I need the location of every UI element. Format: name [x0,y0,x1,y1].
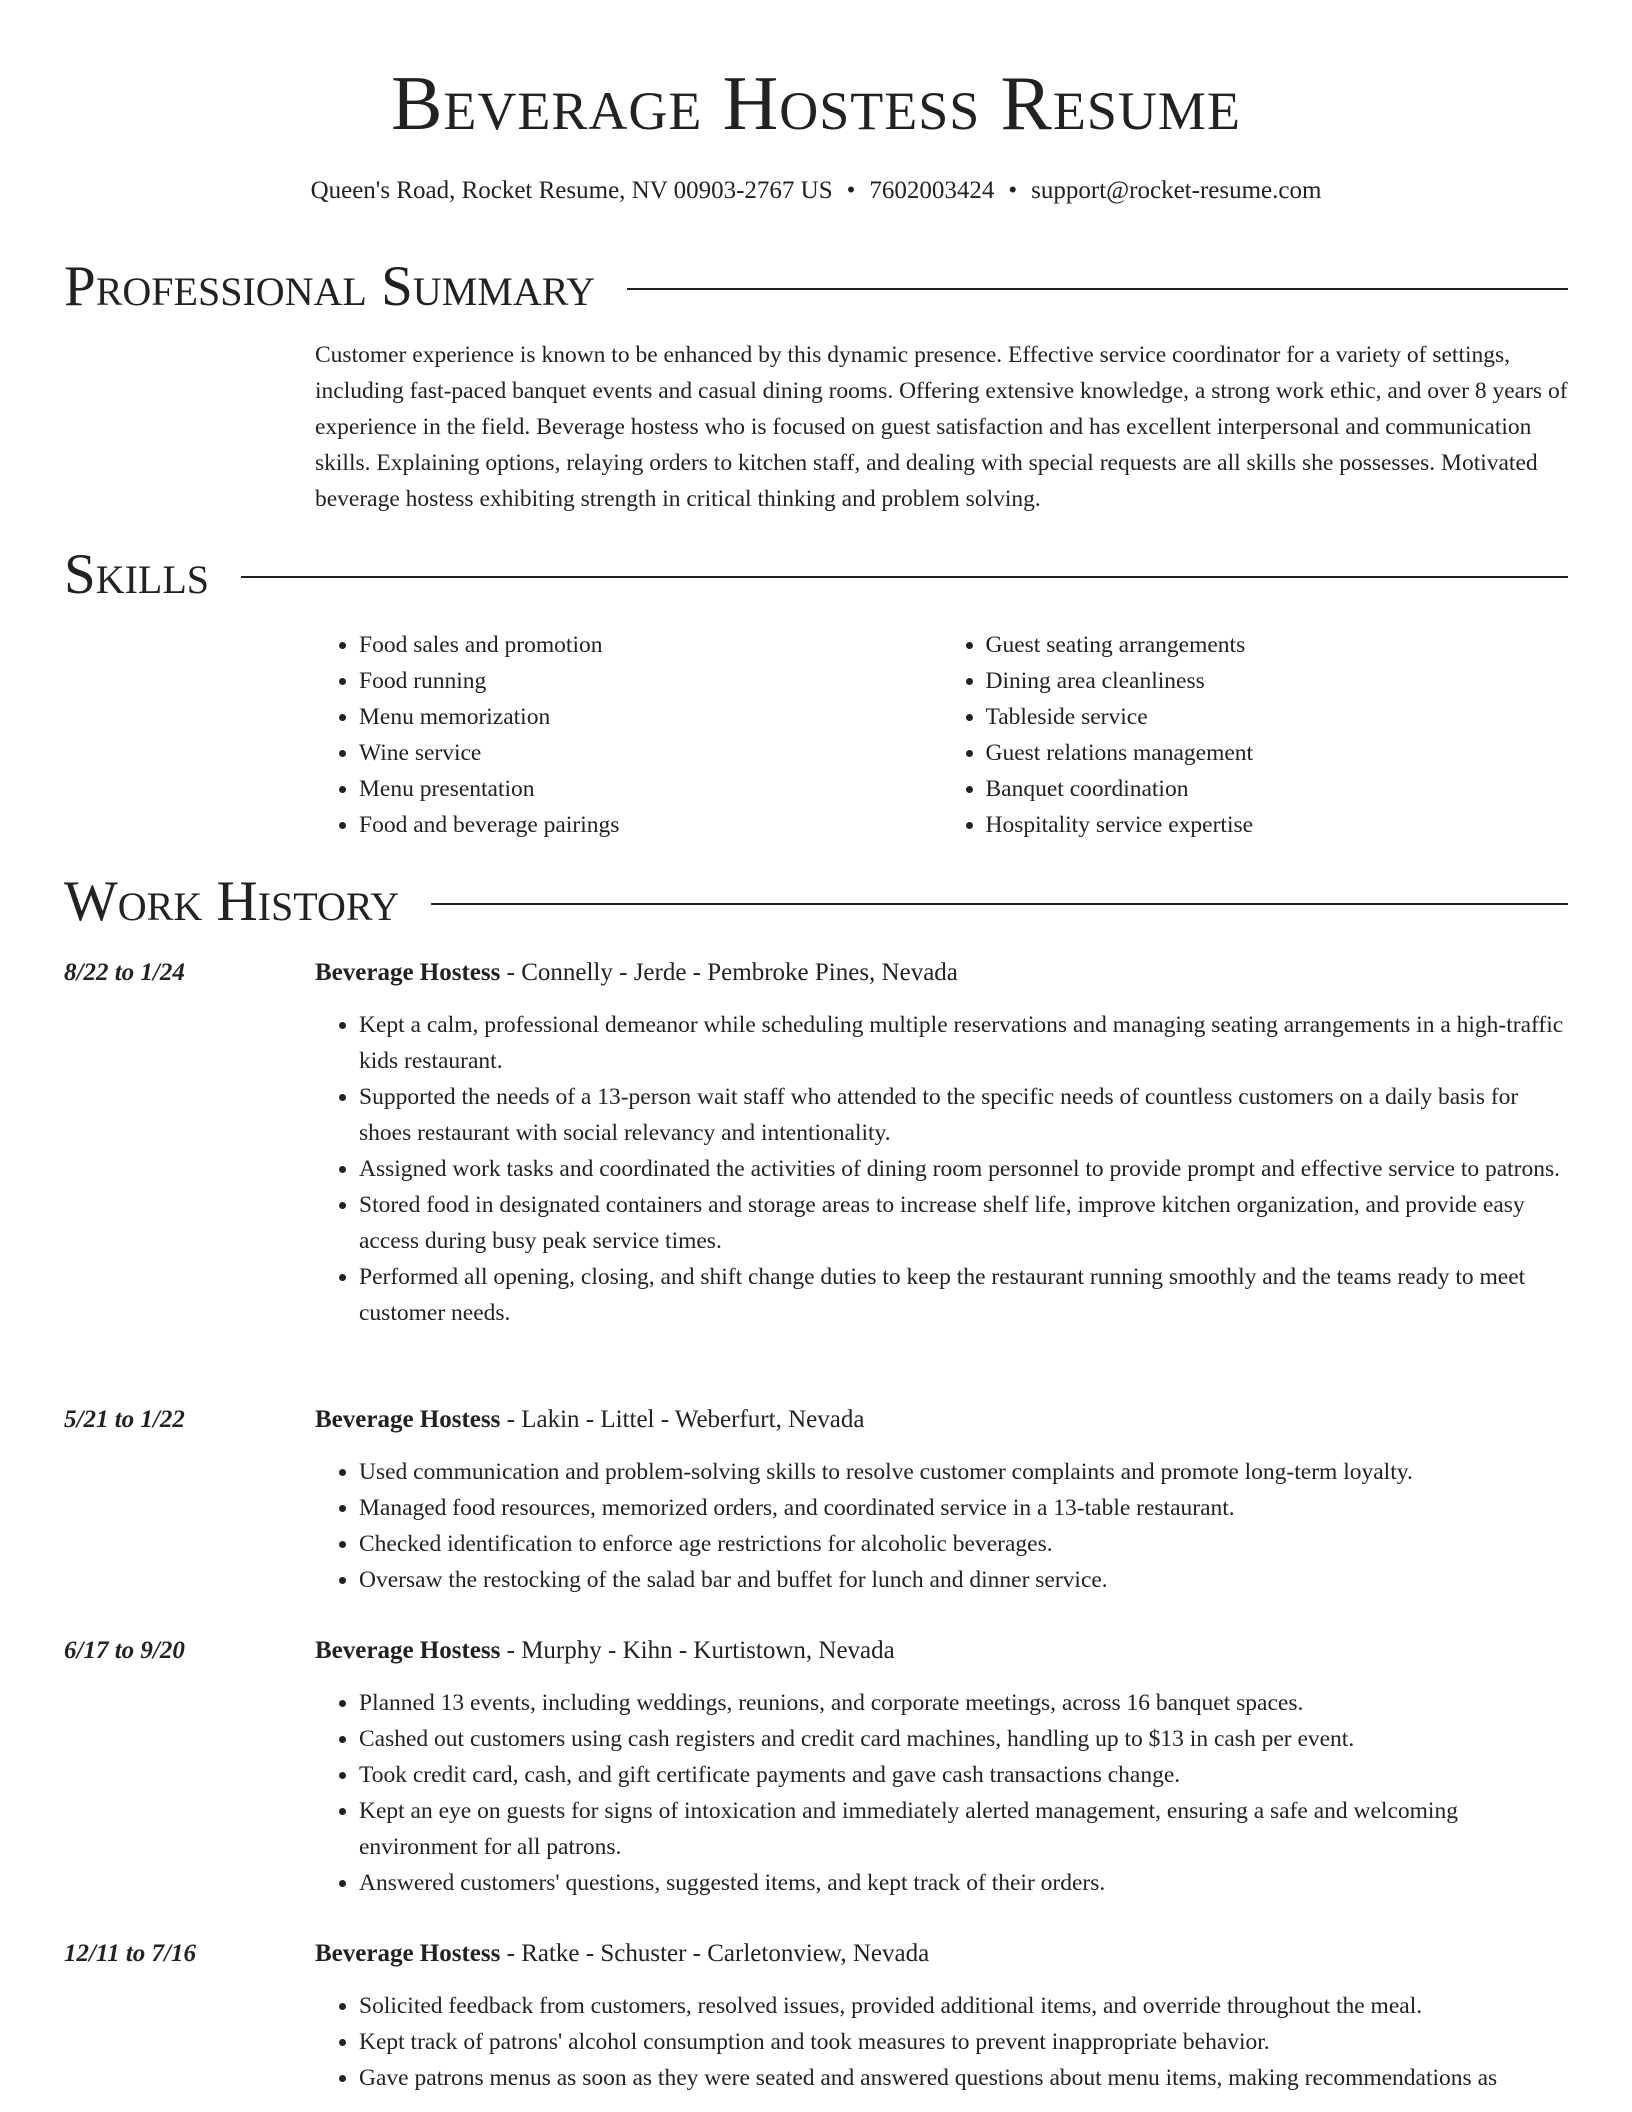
contact-phone: 7602003424 [869,177,995,204]
job-duty: • Stored food in designated containers and storage areas to increase shelf life, improve kitchen organization, and provide easy access during busy peak service times. [359,1187,1568,1259]
job-duty: • Assigned work tasks and coordinated the activities of dining room personnel to provide prompt and effective service to patrons. [359,1151,1568,1187]
job-entry [64,955,1568,1375]
job-duty: • Managed food resources, memorized orders, and coordinated service in a 13-table restaurant. [359,1490,1568,1526]
job-duty: • Kept an eye on guests for signs of intoxication and immediately alerted management, ensuring a safe and welcoming environment for all patrons. [359,1793,1568,1865]
contact-line [0,174,1632,208]
skill-item: • Guest seating arrangements [986,627,1569,663]
skills-section-header [64,542,1568,608]
skill-item: • Menu presentation [359,771,942,807]
summary-heading: Professional Summary [64,255,596,318]
job-employer-location: - Lakin - Littel - Weberfurt, Nevada [500,1406,865,1433]
job-duty: • Kept a calm, professional demeanor while scheduling multiple reservations and managing seating arrangements in a high-traffic kids restaurant. [359,1007,1568,1079]
job-duties [315,1454,1568,1598]
skill-item: • Hospitality service expertise [986,807,1569,843]
job-duty: • Gave patrons menus as soon as they were seated and answered questions about menu items, making recommendations as [359,2060,1568,2096]
contact-separator: • [846,177,856,204]
skill-item: • Dining area cleanliness [986,663,1569,699]
job-title: Beverage Hostess [315,1406,501,1433]
job-dates: 12/11 to 7/16 [64,1940,196,1967]
job-duty: • Performed all opening, closing, and shift change duties to keep the restaurant running smoothly and the teams ready to meet customer needs. [359,1259,1568,1331]
job-duties [315,1007,1568,1331]
job-duty: • Used communication and problem-solving skills to resolve customer complaints and promote long-term loyalty. [359,1454,1568,1490]
skill-item: • Banquet coordination [986,771,1569,807]
job-duty: • Planned 13 events, including weddings, reunions, and corporate meetings, across 16 banquet spaces. [359,1685,1568,1721]
work-section-header [64,869,1568,935]
job-heading [315,955,958,991]
skills-list [315,627,1568,843]
skills-column-right [942,627,1569,843]
job-employer-location: - Connelly - Jerde - Pembroke Pines, Nevada [500,959,958,986]
job-duty: • Kept track of patrons' alcohol consumption and took measures to prevent inappropriate behavior. [359,2024,1568,2060]
job-heading [315,1402,864,1438]
contact-address: Queen's Road, Rocket Resume, NV 00903-2767 US [310,177,833,204]
section-divider [627,288,1568,290]
job-entry [64,1402,1568,1612]
job-title: Beverage Hostess [315,959,501,986]
job-heading [315,1936,929,1972]
skill-item: • Food and beverage pairings [359,807,942,843]
job-duty: • Supported the needs of a 13-person wait staff who attended to the specific needs of countless customers on a daily basis for shoes restaurant with social relevancy and intentionality. [359,1079,1568,1151]
skill-item: • Tableside service [986,699,1569,735]
resume-title: Beverage Hostess Resume [391,60,1241,146]
job-employer-location: - Murphy - Kihn - Kurtistown, Nevada [500,1637,895,1664]
job-duty: • Took credit card, cash, and gift certificate payments and gave cash transactions change. [359,1757,1568,1793]
job-dates: 8/22 to 1/24 [64,959,185,986]
job-title: Beverage Hostess [315,1637,501,1664]
skill-item: • Guest relations management [986,735,1569,771]
skill-item: • Wine service [359,735,942,771]
section-divider [431,903,1568,905]
job-entry [64,1936,1568,2112]
job-duties [315,1685,1568,1901]
skills-heading: Skills [64,543,210,606]
skill-item: • Food sales and promotion [359,627,942,663]
job-duty: • Checked identification to enforce age restrictions for alcoholic beverages. [359,1526,1568,1562]
section-divider [241,576,1568,578]
skills-column-left [315,627,942,843]
summary-section-header [64,254,1568,320]
contact-separator: • [1008,177,1018,204]
job-duty: • Answered customers' questions, suggested items, and kept track of their orders. [359,1865,1568,1901]
job-entry [64,1633,1568,1913]
job-duty: • Oversaw the restocking of the salad bar and buffet for lunch and dinner service. [359,1562,1568,1598]
job-duty: • Solicited feedback from customers, resolved issues, provided additional items, and override throughout the meal. [359,1988,1568,2024]
skill-item: • Food running [359,663,942,699]
job-dates: 6/17 to 9/20 [64,1637,185,1664]
job-heading [315,1633,895,1669]
job-title: Beverage Hostess [315,1940,501,1967]
skill-item: • Menu memorization [359,699,942,735]
job-duty: • Cashed out customers using cash registers and credit card machines, handling up to $13 in cash per event. [359,1721,1568,1757]
job-duties [315,1988,1568,2096]
work-heading: Work History [64,870,400,933]
contact-email: support@rocket-resume.com [1031,177,1322,204]
job-employer-location: - Ratke - Schuster - Carletonview, Nevada [500,1940,930,1967]
job-dates: 5/21 to 1/22 [64,1406,185,1433]
summary-text: Customer experience is known to be enhanced by this dynamic presence. Effective service coordinator for a variety of settings, including fast-paced banquet events and casual dining rooms. Offering extensive knowledge, a strong work ethic, and over 8 years of experience in the field. Beverage hostess who is focused on guest satisfaction and has excellent interpersonal and communication skills. Explaining options, relaying orders to kitchen staff, and dealing with special requests are all skills she possesses. Motivated beverage hostess exhibiting strength in critical thinking and problem solving. [315,342,1568,512]
